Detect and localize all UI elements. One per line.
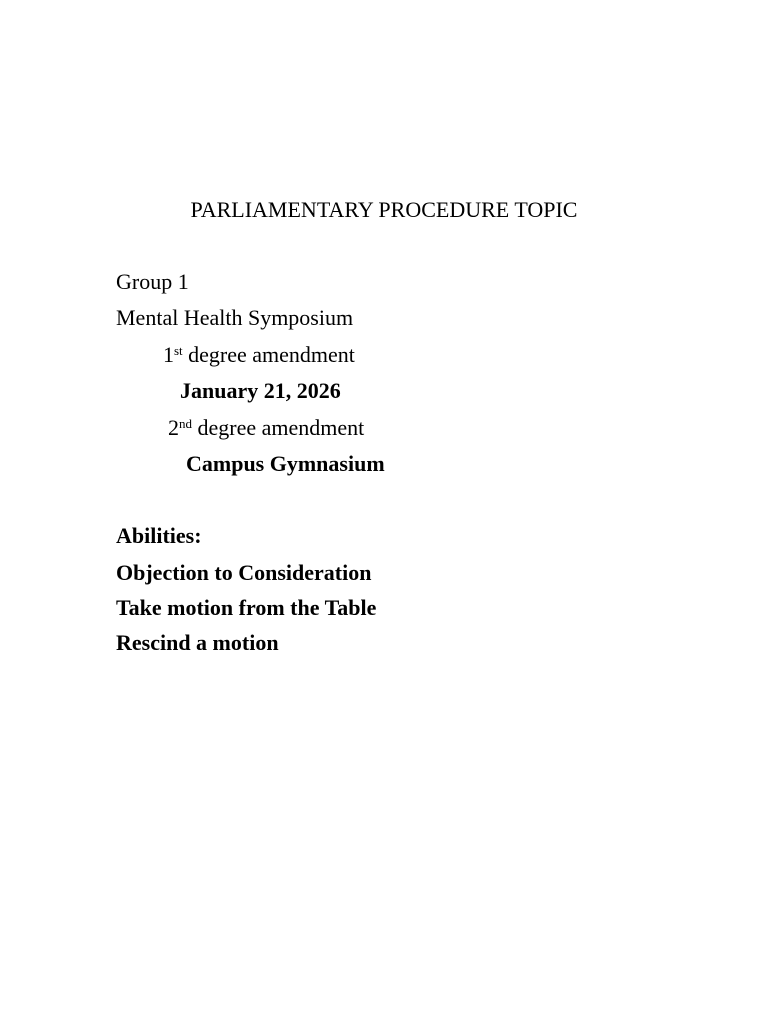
- first-amendment-text: degree amendment: [182, 342, 355, 367]
- first-amendment-number: 1: [163, 342, 174, 367]
- first-amendment-ordinal-suffix: st: [174, 342, 183, 358]
- ability-item: Rescind a motion: [116, 630, 279, 655]
- group-label: Group 1: [116, 269, 189, 294]
- main-motion-topic: Mental Health Symposium: [116, 305, 354, 330]
- ability-item: Take motion from the Table: [116, 595, 377, 620]
- second-amendment-text: degree amendment: [192, 415, 365, 440]
- second-amendment-ordinal-suffix: nd: [179, 415, 192, 431]
- document-title: PARLIAMENTARY PROCEDURE TOPIC: [190, 197, 578, 222]
- abilities-heading: Abilities:: [116, 523, 202, 548]
- second-amendment-number: 2: [168, 415, 179, 440]
- first-degree-amendment-label: [163, 342, 355, 368]
- second-amendment-value: Campus Gymnasium: [186, 451, 385, 476]
- first-amendment-value: January 21, 2026: [180, 378, 341, 403]
- second-degree-amendment-label: [168, 415, 364, 441]
- ability-item: Objection to Consideration: [116, 560, 372, 585]
